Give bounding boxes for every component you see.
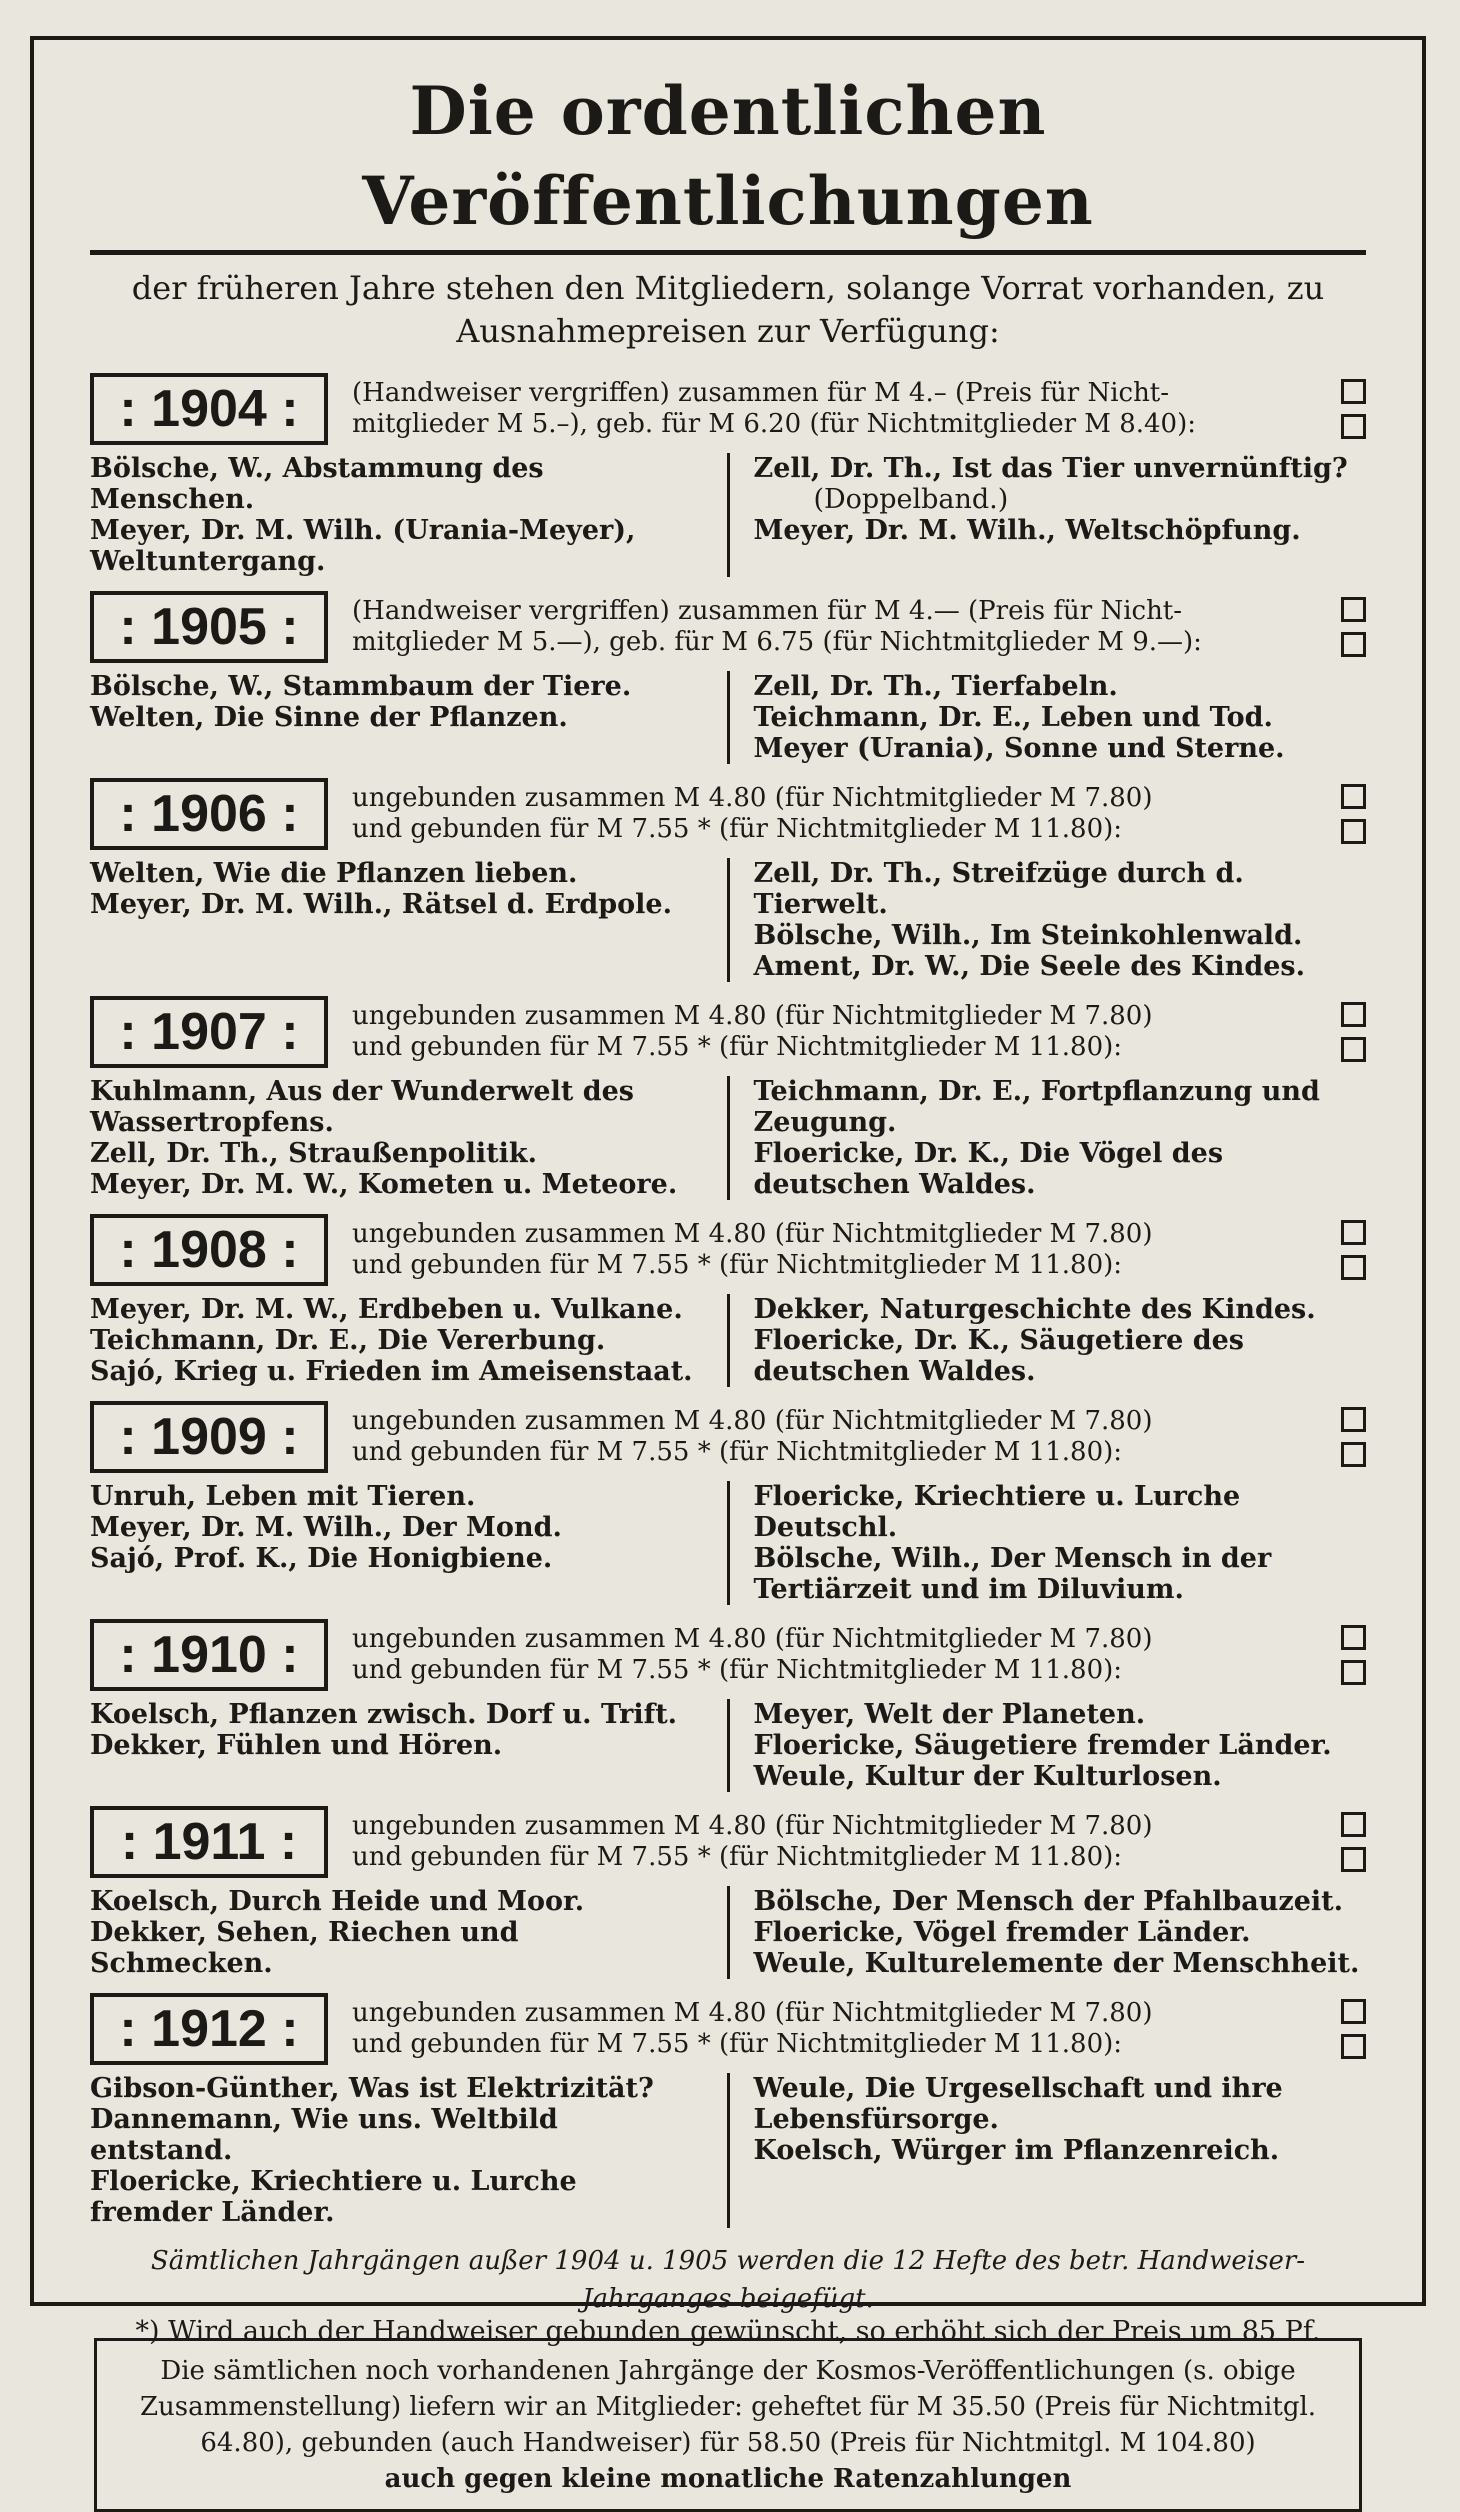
book-entry: Kuhlmann, Aus der Wunderwelt des Wassertropfens. [90, 1076, 634, 1138]
year-sections [90, 373, 1366, 2228]
year-label: : 1905 : [90, 591, 328, 663]
book-list [90, 858, 1366, 982]
order-checkbox[interactable] [1341, 632, 1366, 657]
book-entry: Koelsch, Würger im Pflanzenreich. [753, 2135, 1280, 2166]
book-entry: Weule, Kulturelemente der Menschheit. [753, 1948, 1360, 1979]
book-entry: Koelsch, Durch Heide und Moor. [90, 1886, 585, 1917]
book-entry: Floericke, Vögel fremder Länder. [753, 1917, 1251, 1948]
section-header [90, 1619, 1366, 1691]
book-entry: Bölsche, W., Abstammung des Menschen. [90, 453, 544, 515]
price-line: ungebunden zusammen M 4.80 (für Nichtmitglieder M 7.80) [352, 1001, 1153, 1031]
book-entry: Meyer, Welt der Planeten. [753, 1699, 1146, 1730]
book-entry: Zell, Dr. Th., Ist das Tier unvernünftig? [753, 453, 1348, 484]
book-entry: Meyer, Dr. M. W., Kometen u. Meteore. [90, 1169, 678, 1200]
book-entry: Meyer, Dr. M. Wilh., Rätsel d. Erdpole. [90, 889, 672, 920]
price-line: ungebunden zusammen M 4.80 (für Nichtmitglieder M 7.80) [352, 1811, 1153, 1841]
footnote: *) Wird auch der Handweiser gebunden gewünscht, so erhöht sich der Preis um 85 Pf. [135, 2316, 1321, 2347]
page-title: Die ordentlichen Veröffentlichungen [362, 72, 1094, 240]
price-line: und gebunden für M 7.55 * (für Nichtmitglieder M 11.80): [352, 814, 1123, 844]
price-line: ungebunden zusammen M 4.80 (für Nichtmitglieder M 7.80) [352, 1219, 1153, 1249]
price-text [328, 1998, 1329, 2060]
offer-emphasis: auch gegen kleine monatliche Ratenzahlungen [384, 2464, 1072, 2494]
section-header [90, 1993, 1366, 2065]
book-list [90, 1886, 1366, 1979]
price-line: ungebunden zusammen M 4.80 (für Nichtmitglieder M 7.80) [352, 1998, 1153, 2028]
offer-text: Die sämtlichen noch vorhandenen Jahrgänge der Kosmos-Veröffentlichungen (s. obige Zusammenstellung) liefern wir an Mitglieder: geheftet für M 35.50 (Preis für Nichtmitgl. 64.80), gebunden (auch Handweiser) für 58.50 (Preis für Nichtmitgl. M 104.80) [139, 2356, 1317, 2458]
book-entry: Zell, Dr. Th., Tierfabeln. [753, 671, 1118, 702]
price-line: ungebunden zusammen M 4.80 (für Nichtmitglieder M 7.80) [352, 1624, 1153, 1654]
book-column-left [90, 671, 727, 764]
book-list [90, 1294, 1366, 1387]
order-checkbox[interactable] [1341, 1999, 1366, 2024]
order-checkbox[interactable] [1341, 1407, 1366, 1432]
order-checkbox[interactable] [1341, 414, 1366, 439]
book-column-left [90, 2073, 727, 2228]
book-column-left [90, 1886, 727, 1979]
book-entry: Dekker, Fühlen und Hören. [90, 1730, 503, 1761]
book-entry: Bölsche, Wilh., Im Steinkohlenwald. [753, 920, 1303, 951]
book-entry: Bölsche, Der Mensch der Pfahlbauzeit. [753, 1886, 1344, 1917]
price-line: mitglieder M 5.–), geb. für M 6.20 (für Nichtmitglieder M 8.40): [352, 409, 1196, 439]
title-rule [90, 250, 1366, 255]
price-line: (Handweiser vergriffen) zusammen für M 4.— (Preis für Nicht- [352, 596, 1183, 626]
book-column-right [727, 1076, 1367, 1200]
price-line: und gebunden für M 7.55 * (für Nichtmitglieder M 11.80): [352, 2029, 1123, 2059]
price-text [328, 1624, 1329, 1686]
book-list [90, 1699, 1366, 1792]
checkbox-group [1341, 1220, 1366, 1280]
book-column-left [90, 1294, 727, 1387]
section-header [90, 996, 1366, 1068]
order-checkbox[interactable] [1341, 1002, 1366, 1027]
book-entry: Weule, Die Urgesellschaft und ihre Lebensfürsorge. [753, 2073, 1283, 2135]
book-entry: Gibson-Günther, Was ist Elektrizität? [90, 2073, 654, 2104]
book-entry: Sajó, Prof. K., Die Honigbiene. [90, 1543, 553, 1574]
year-label: : 1910 : [90, 1619, 328, 1691]
year-label: : 1908 : [90, 1214, 328, 1286]
book-entry: Teichmann, Dr. E., Fortpflanzung und Zeugung. [753, 1076, 1320, 1138]
book-column-right [727, 1481, 1367, 1605]
section-header [90, 1806, 1366, 1878]
price-line: und gebunden für M 7.55 * (für Nichtmitglieder M 11.80): [352, 1842, 1123, 1872]
price-text [328, 1406, 1329, 1468]
checkbox-group [1341, 1407, 1366, 1467]
price-text [328, 783, 1329, 845]
book-column-left [90, 1481, 727, 1605]
book-column-right [727, 1294, 1367, 1387]
order-checkbox[interactable] [1341, 2034, 1366, 2059]
price-line: und gebunden für M 7.55 * (für Nichtmitglieder M 11.80): [352, 1437, 1123, 1467]
section-header [90, 1214, 1366, 1286]
year-section [90, 996, 1366, 1200]
book-entry: Dannemann, Wie uns. Weltbild entstand. [90, 2104, 558, 2166]
book-column-left [90, 1076, 727, 1200]
book-column-right [727, 453, 1367, 577]
intro-text: der früheren Jahre stehen den Mitgliedern, solange Vorrat vorhanden, zu Ausnahmepreisen zur Verfügung: [131, 269, 1325, 350]
order-checkbox[interactable] [1341, 597, 1366, 622]
book-list [90, 453, 1366, 577]
year-label: : 1911 : [90, 1806, 328, 1878]
book-column-right [727, 671, 1367, 764]
book-entry: Ament, Dr. W., Die Seele des Kindes. [753, 951, 1305, 982]
book-column-right [727, 1699, 1367, 1792]
price-line: ungebunden zusammen M 4.80 (für Nichtmitglieder M 7.80) [352, 783, 1153, 813]
year-label: : 1906 : [90, 778, 328, 850]
price-line: mitglieder M 5.—), geb. für M 6.75 (für Nichtmitglieder M 9.—): [352, 627, 1202, 657]
book-entry: Welten, Wie die Pflanzen lieben. [90, 858, 578, 889]
checkbox-group [1341, 784, 1366, 844]
price-text [328, 378, 1329, 440]
section-header [90, 1401, 1366, 1473]
book-entry: Meyer (Urania), Sonne und Sterne. [753, 733, 1285, 764]
year-section [90, 1619, 1366, 1792]
book-entry: Unruh, Leben mit Tieren. [90, 1481, 476, 1512]
price-line: ungebunden zusammen M 4.80 (für Nichtmitglieder M 7.80) [352, 1406, 1153, 1436]
order-checkbox[interactable] [1341, 1442, 1366, 1467]
checkbox-group [1341, 1625, 1366, 1685]
book-column-left [90, 1699, 727, 1792]
book-entry: Meyer, Dr. M. Wilh. (Urania-Meyer), Weltuntergang. [90, 515, 636, 577]
section-header [90, 373, 1366, 445]
price-text [328, 1811, 1329, 1873]
checkbox-group [1341, 1812, 1366, 1872]
order-checkbox[interactable] [1341, 819, 1366, 844]
book-entry: Dekker, Sehen, Riechen und Schmecken. [90, 1917, 519, 1979]
book-entry: Meyer, Dr. M. W., Erdbeben u. Vulkane. [90, 1294, 683, 1325]
year-section [90, 1806, 1366, 1979]
year-section [90, 1993, 1366, 2228]
order-checkbox[interactable] [1341, 1220, 1366, 1245]
book-entry: Zell, Dr. Th., Straußenpolitik. [90, 1138, 537, 1169]
order-checkbox[interactable] [1341, 379, 1366, 404]
price-line: und gebunden für M 7.55 * (für Nichtmitglieder M 11.80): [352, 1655, 1123, 1685]
checkbox-group [1341, 379, 1366, 439]
book-column-left [90, 858, 727, 982]
section-header [90, 778, 1366, 850]
book-entry: Floericke, Dr. K., Säugetiere des deutschen Waldes. [753, 1325, 1244, 1387]
year-label: : 1907 : [90, 996, 328, 1068]
order-checkbox[interactable] [1341, 1625, 1366, 1650]
price-line: (Handweiser vergriffen) zusammen für M 4.– (Preis für Nicht- [352, 378, 1170, 408]
book-entry: Floericke, Kriechtiere u. Lurche fremder Länder. [90, 2166, 577, 2228]
book-entry: Floericke, Säugetiere fremder Länder. [753, 1730, 1332, 1761]
book-entry: Teichmann, Dr. E., Die Vererbung. [90, 1325, 606, 1356]
book-entry: Teichmann, Dr. E., Leben und Tod. [753, 702, 1273, 733]
book-list [90, 2073, 1366, 2228]
book-entry: Meyer, Dr. M. Wilh., Weltschöpfung. [753, 515, 1301, 546]
book-entry: Weule, Kultur der Kulturlosen. [753, 1761, 1222, 1792]
book-column-right [727, 2073, 1367, 2228]
year-section [90, 591, 1366, 764]
year-section [90, 1214, 1366, 1387]
book-list [90, 1481, 1366, 1605]
checkbox-group [1341, 597, 1366, 657]
order-checkbox[interactable] [1341, 1037, 1366, 1062]
year-section [90, 373, 1366, 577]
book-entry: Bölsche, Wilh., Der Mensch in der Tertiärzeit und im Diluvium. [753, 1543, 1272, 1605]
order-checkbox[interactable] [1341, 784, 1366, 809]
book-entry: Dekker, Naturgeschichte des Kindes. [753, 1294, 1316, 1325]
book-column-left [90, 453, 727, 577]
checkbox-group [1341, 1002, 1366, 1062]
book-column-right [727, 1886, 1367, 1979]
book-entry: Bölsche, W., Stammbaum der Tiere. [90, 671, 632, 702]
book-entry: (Doppelband.) [813, 484, 1009, 515]
checkbox-group [1341, 1999, 1366, 2059]
price-text [328, 596, 1329, 658]
price-text [328, 1001, 1329, 1063]
order-checkbox[interactable] [1341, 1812, 1366, 1837]
book-entry: Welten, Die Sinne der Pflanzen. [90, 702, 568, 733]
price-text [328, 1219, 1329, 1281]
book-entry: Zell, Dr. Th., Streifzüge durch d. Tierwelt. [753, 858, 1244, 920]
book-entry: Meyer, Dr. M. Wilh., Der Mond. [90, 1512, 562, 1543]
price-line: und gebunden für M 7.55 * (für Nichtmitglieder M 11.80): [352, 1250, 1123, 1280]
year-label: : 1904 : [90, 373, 328, 445]
price-line: und gebunden für M 7.55 * (für Nichtmitglieder M 11.80): [352, 1032, 1123, 1062]
order-checkbox[interactable] [1341, 1255, 1366, 1280]
book-column-right [727, 858, 1367, 982]
book-entry: Koelsch, Pflanzen zwisch. Dorf u. Trift. [90, 1699, 678, 1730]
year-label: : 1912 : [90, 1993, 328, 2065]
note-text: Sämtlichen Jahrgängen außer 1904 u. 1905 werden die 12 Hefte des betr. Handweiser-Jahrganges beigefügt. [150, 2246, 1306, 2314]
book-list [90, 671, 1366, 764]
year-label: : 1909 : [90, 1401, 328, 1473]
order-checkbox[interactable] [1341, 1660, 1366, 1685]
book-entry: Floericke, Kriechtiere u. Lurche Deutschl. [753, 1481, 1241, 1543]
offer-box [94, 2338, 1362, 2512]
section-header [90, 591, 1366, 663]
order-checkbox[interactable] [1341, 1847, 1366, 1872]
book-entry: Floericke, Dr. K., Die Vögel des deutschen Waldes. [753, 1138, 1224, 1200]
book-list [90, 1076, 1366, 1200]
year-section [90, 778, 1366, 982]
book-entry: Sajó, Krieg u. Frieden im Ameisenstaat. [90, 1356, 693, 1387]
year-section [90, 1401, 1366, 1605]
